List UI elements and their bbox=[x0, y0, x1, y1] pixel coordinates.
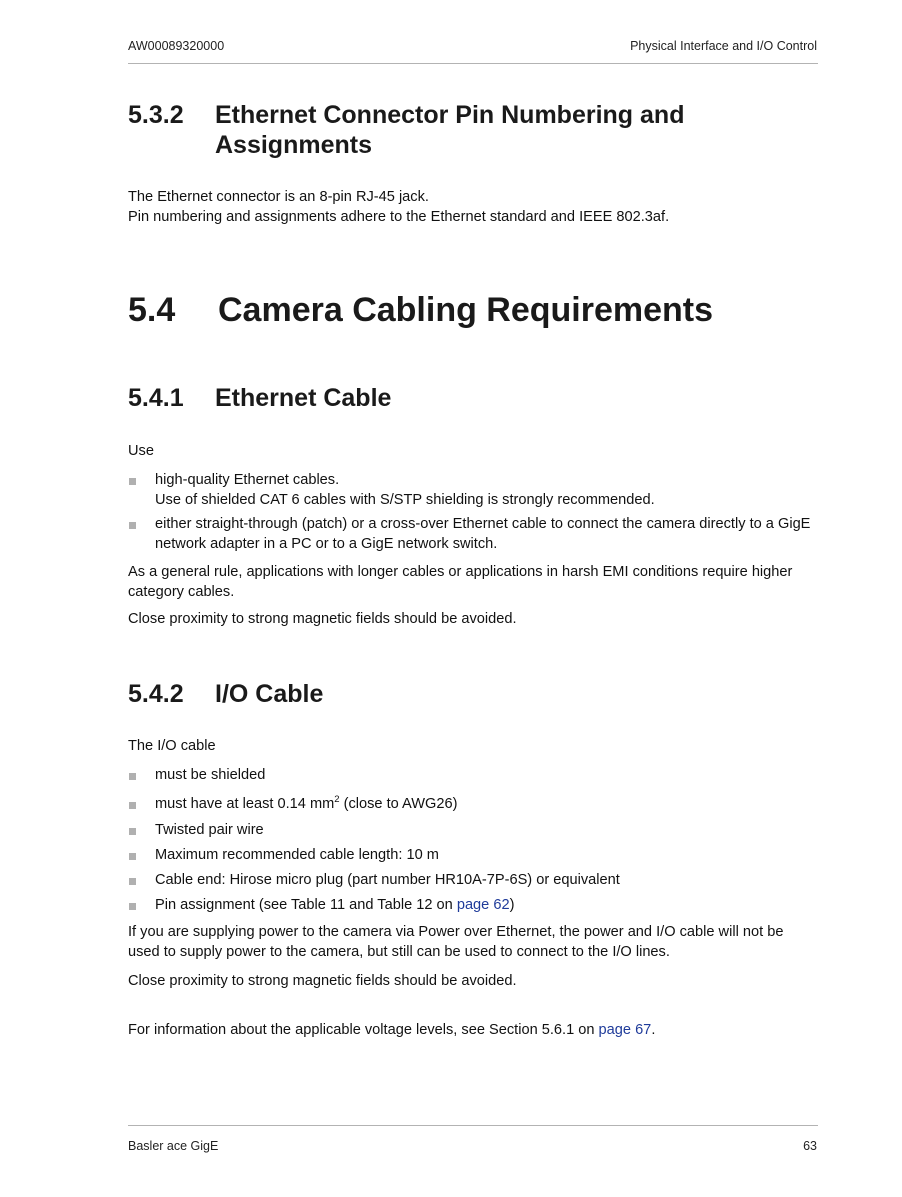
bullet-icon bbox=[129, 853, 136, 860]
ethernet-bullet-cable-type: either straight-through (patch) or a cross-over Ethernet cable to connect the camera directly to a GigE network adapter in a PC or to a GigE network switch. bbox=[155, 516, 811, 552]
bullet-icon bbox=[129, 878, 136, 885]
bullet-text: (close to AWG26) bbox=[339, 796, 458, 812]
bullet-icon bbox=[129, 522, 136, 529]
io-bullet-pin-assignment bbox=[155, 895, 820, 915]
bullet-text: must have at least 0.14 mm bbox=[155, 796, 335, 812]
ethernet-bullet-cable-quality bbox=[155, 470, 820, 510]
footer-product-name: Basler ace GigE bbox=[128, 1139, 219, 1153]
section-number: 5.4.2 bbox=[128, 680, 184, 708]
voltage-levels-reference bbox=[128, 1020, 818, 1040]
bullet-icon bbox=[129, 802, 136, 809]
section-title: Camera Cabling Requirements bbox=[218, 291, 714, 329]
pin-assignment-text: Pin numbering and assignments adhere to the Ethernet standard and IEEE 802.3af. bbox=[128, 209, 670, 225]
bullet-line: Use of shielded CAT 6 cables with S/STP shielding is strongly recommended. bbox=[155, 492, 655, 508]
bullet-icon bbox=[129, 828, 136, 835]
io-bullet-cross-section bbox=[155, 794, 820, 814]
ethernet-general-rule-text: As a general rule, applications with longer cables or applications in harsh EMI conditions require higher category cables. bbox=[128, 564, 793, 600]
section-title: Ethernet Cable bbox=[215, 384, 392, 412]
reference-text: . bbox=[651, 1022, 656, 1038]
header-doc-number: AW00089320000 bbox=[128, 39, 225, 53]
page-62-link[interactable]: page 62 bbox=[456, 897, 510, 913]
section-title: I/O Cable bbox=[215, 680, 324, 708]
io-bullet-twisted-pair: Twisted pair wire bbox=[155, 822, 264, 838]
section-title: Ethernet Connector Pin Numbering and Assignments bbox=[215, 101, 685, 159]
reference-text: For information about the applicable voltage levels, see Section 5.6.1 on bbox=[128, 1022, 599, 1038]
section-number: 5.4.1 bbox=[128, 384, 184, 412]
header-chapter-title: Physical Interface and I/O Control bbox=[630, 39, 817, 53]
bullet-icon bbox=[129, 773, 136, 780]
connector-type-text: The Ethernet connector is an 8-pin RJ-45 jack. bbox=[128, 189, 429, 205]
section-number: 5.3.2 bbox=[128, 101, 184, 129]
section-number: 5.4 bbox=[128, 291, 176, 329]
io-magnetic-warning-text: Close proximity to strong magnetic fields should be avoided. bbox=[128, 973, 517, 989]
ethernet-intro-text: Use bbox=[128, 443, 154, 459]
bullet-text: ) bbox=[509, 897, 515, 913]
bullet-icon bbox=[129, 478, 136, 485]
io-bullet-shielded: must be shielded bbox=[155, 767, 266, 783]
header-divider bbox=[128, 63, 818, 64]
footer-divider bbox=[128, 1125, 818, 1126]
page-67-link[interactable]: page 67 bbox=[598, 1022, 652, 1038]
io-poe-note-text: If you are supplying power to the camera via Power over Ethernet, the power and I/O cable will not be used to supply power to the camera, but still can be used to connect to the I/O lines. bbox=[128, 924, 784, 960]
bullet-text: Pin assignment (see Table 11 and Table 12 on bbox=[155, 897, 457, 913]
ethernet-magnetic-warning-text: Close proximity to strong magnetic fields should be avoided. bbox=[128, 611, 517, 627]
superscript-2: 2 bbox=[334, 794, 340, 805]
bullet-icon bbox=[129, 903, 136, 910]
footer-page-number: 63 bbox=[803, 1139, 817, 1153]
bullet-line: high-quality Ethernet cables. bbox=[155, 472, 340, 488]
io-bullet-cable-end: Cable end: Hirose micro plug (part number HR10A-7P-6S) or equivalent bbox=[155, 872, 620, 888]
io-bullet-max-length: Maximum recommended cable length: 10 m bbox=[155, 847, 439, 863]
io-cable-intro-text: The I/O cable bbox=[128, 738, 216, 754]
